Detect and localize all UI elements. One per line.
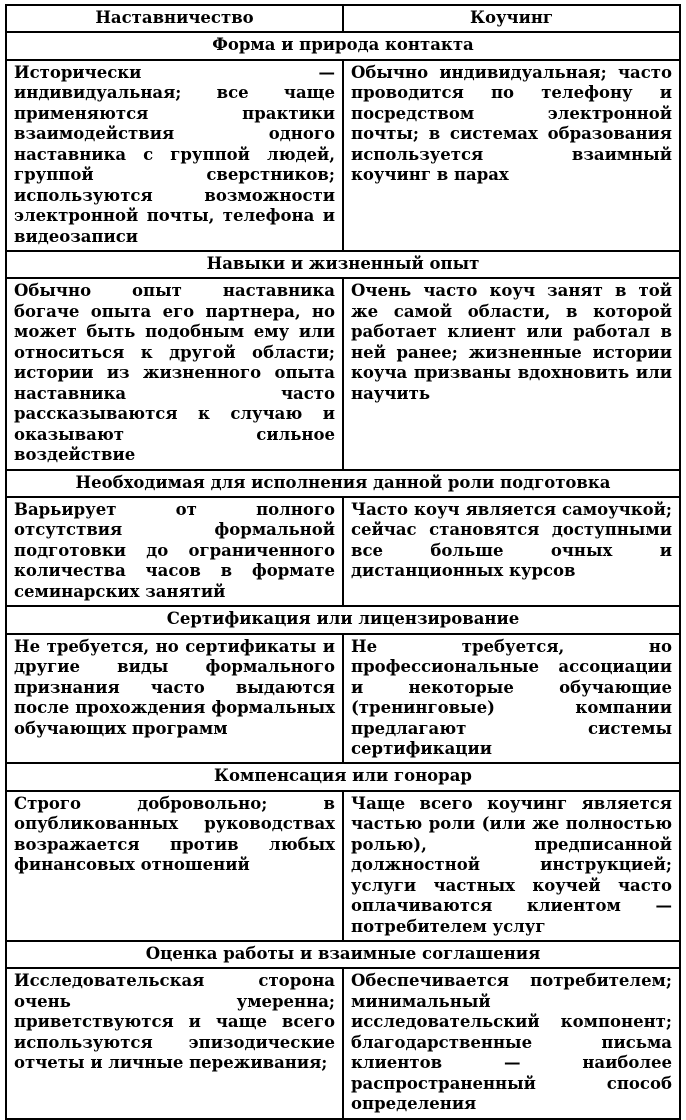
comparison-table bbox=[5, 4, 681, 1120]
section-6-content-row bbox=[6, 968, 680, 1118]
section-1-left-cell: Исторически — индивидуальная; все чаще применяются практики взаимодействия одного наставника с группой людей, группой сверстников; используются возможности электронной почты, телефона и видеозаписи bbox=[6, 60, 343, 251]
section-2-title: Навыки и жизненный опыт bbox=[6, 251, 680, 278]
section-1-title-row bbox=[6, 32, 680, 59]
column-header-coaching: Коучинг bbox=[343, 5, 680, 32]
section-3-title: Необходимая для исполнения данной роли подготовка bbox=[6, 470, 680, 497]
section-5-left-cell: Строго добровольно; в опубликованных руководствах возражается против любых финансовых отношений bbox=[6, 791, 343, 941]
section-2-content-row bbox=[6, 278, 680, 469]
section-4-title-row bbox=[6, 606, 680, 633]
section-2-left-cell: Обычно опыт наставника богаче опыта его партнера, но может быть подобным ему или относиться к другой области; истории из жизненного опыта наставника часто рассказываются к случаю и оказывают сильное воздействие bbox=[6, 278, 343, 469]
section-2-right-cell: Очень часто коуч занят в той же самой области, в которой работает клиент или работал в ней ранее; жизненные истории коуча призваны вдохновить или научить bbox=[343, 278, 680, 469]
column-header-mentoring: Наставничество bbox=[6, 5, 343, 32]
table-header-row bbox=[6, 5, 680, 32]
section-6-right-cell: Обеспечивается потребителем; минимальный исследовательский компонент; благодарственные письма клиентов — наиболее распространенный способ определения bbox=[343, 968, 680, 1118]
section-4-right-cell: Не требуется, но профессиональные ассоциации и некоторые обучающие (тренинговые) компании предлагают системы сертификации bbox=[343, 634, 680, 764]
section-4-left-cell: Не требуется, но сертификаты и другие виды формального признания часто выдаются после прохождения формальных обучающих программ bbox=[6, 634, 343, 764]
section-6-title: Оценка работы и взаимные соглашения bbox=[6, 941, 680, 968]
section-3-title-row bbox=[6, 470, 680, 497]
section-1-right-cell: Обычно индивидуальная; часто проводится по телефону и посредством электронной почты; в системах образования используется взаимный коучинг в парах bbox=[343, 60, 680, 251]
section-2-title-row bbox=[6, 251, 680, 278]
section-5-content-row bbox=[6, 791, 680, 941]
section-3-content-row bbox=[6, 497, 680, 606]
section-1-content-row bbox=[6, 60, 680, 251]
section-5-title: Компенсация или гонорар bbox=[6, 763, 680, 790]
section-3-left-cell: Варьирует от полного отсутствия формальной подготовки до ограниченного количества часов в формате семинарских занятий bbox=[6, 497, 343, 606]
section-4-content-row bbox=[6, 634, 680, 764]
section-5-title-row bbox=[6, 763, 680, 790]
section-3-right-cell: Часто коуч является самоучкой; сейчас становятся доступными все больше очных и дистанционных курсов bbox=[343, 497, 680, 606]
section-5-right-cell: Чаще всего коучинг является частью роли (или же полностью ролью), предписанной должностной инструкцией; услуги частных коучей часто оплачиваются клиентом — потребителем услуг bbox=[343, 791, 680, 941]
section-6-title-row bbox=[6, 941, 680, 968]
section-4-title: Сертификация или лицензирование bbox=[6, 606, 680, 633]
section-1-title: Форма и природа контакта bbox=[6, 32, 680, 59]
section-6-left-cell: Исследовательская сторона очень умеренна; приветствуются и чаще всего используются эпизодические отчеты и личные переживания; bbox=[6, 968, 343, 1118]
